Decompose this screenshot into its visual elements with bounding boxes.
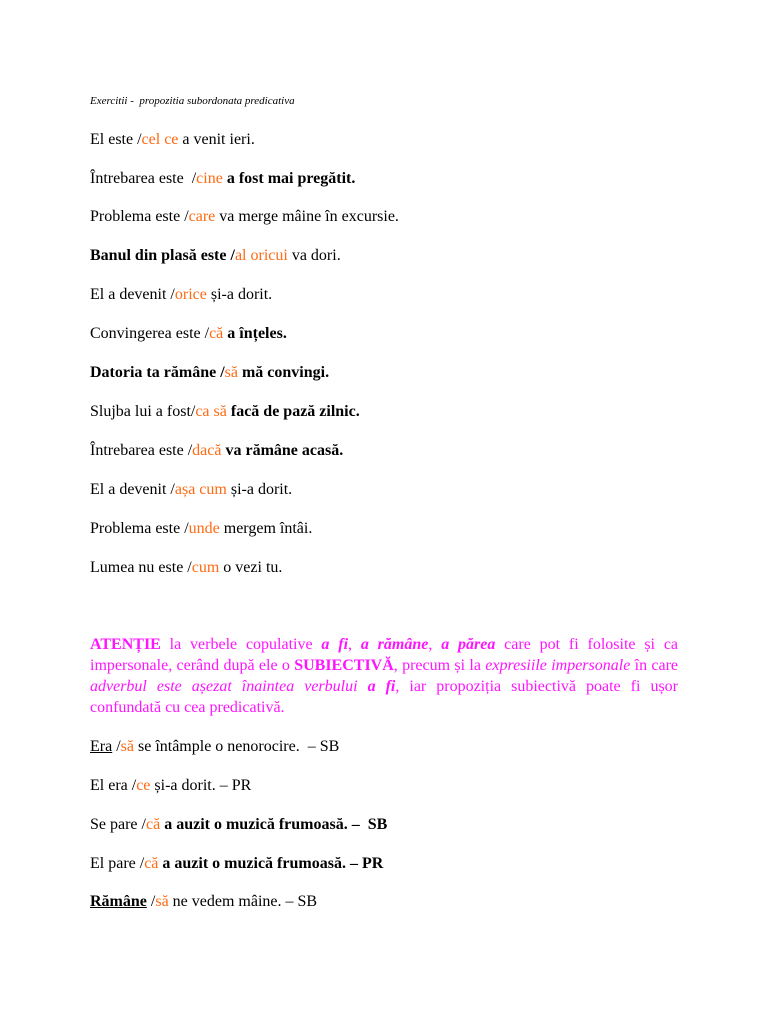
sentence-main: Datoria ta rămâne / (90, 364, 225, 381)
verb-underlined: Era (90, 738, 113, 755)
example-sentence (90, 480, 292, 500)
sentence-main: Se pare / (90, 816, 146, 833)
comparison-sentence (90, 892, 317, 912)
connector-word: să (155, 893, 169, 910)
example-sentence (90, 363, 329, 383)
comparison-sentence (90, 737, 339, 757)
example-sentence (90, 130, 255, 150)
connector-word: cine (196, 170, 223, 187)
connector-word: dacă (192, 442, 222, 459)
note-text: , (348, 636, 361, 653)
connector-word: că (209, 325, 224, 342)
example-sentence (90, 402, 360, 422)
example-sentence (90, 207, 399, 227)
connector-word: ca să (195, 403, 227, 420)
sentence-rest: facă de pază zilnic. (226, 403, 360, 420)
note-text: , (428, 636, 442, 653)
sentence-main: El a devenit / (90, 286, 175, 303)
connector-word: care (188, 208, 216, 225)
sentence-main: El pare / (90, 855, 145, 872)
attention-label: ATENȚIE (90, 636, 161, 653)
sentence-rest: a auzit o muzică frumoasă. – SB (160, 816, 388, 833)
example-sentence (90, 441, 343, 461)
connector-word: cel ce (141, 131, 179, 148)
example-sentence (90, 519, 312, 539)
sentence-main: / (112, 738, 121, 755)
subjective-term: SUBIECTIVĂ (294, 657, 394, 674)
connector-word: ce (136, 777, 151, 794)
sentence-rest: a venit ieri. (178, 131, 255, 148)
example-sentence (90, 285, 272, 305)
connector-word: orice (174, 286, 207, 303)
verb-term: a părea (441, 636, 496, 653)
note-text: în care (630, 657, 679, 674)
sentence-rest: și-a dorit. – PR (150, 777, 252, 794)
connector-word: să (120, 738, 134, 755)
note-text: , precum și la (393, 657, 486, 674)
note-text (358, 678, 368, 695)
sentence-rest: o vezi tu. (219, 559, 283, 576)
verb-term: a fi (321, 636, 349, 653)
sentence-main: Convingerea este / (90, 325, 210, 342)
sentence-main: El este / (90, 131, 142, 148)
connector-word: așa cum (174, 481, 227, 498)
sentence-main: Întrebarea este / (90, 170, 197, 187)
example-sentence (90, 324, 287, 344)
sentence-main: El a devenit / (90, 481, 175, 498)
attention-note (90, 634, 678, 718)
example-sentence (90, 558, 282, 578)
impersonal-term: expresiile impersonale (485, 657, 631, 674)
sentence-rest: va merge mâine în excursie. (215, 208, 399, 225)
note-text: care pot fi folosite și ca impersonale, cerând după ele o (90, 636, 679, 674)
sentence-rest: a auzit o muzică frumoasă. – PR (158, 855, 384, 872)
sentence-main: Slujba lui a fost/ (90, 403, 196, 420)
verb-term: a rămâne (360, 636, 429, 653)
sentence-rest: mă convingi. (237, 364, 330, 381)
sentence-rest: mergem întâi. (219, 520, 313, 537)
sentence-rest: va dori. (287, 247, 341, 264)
connector-word: unde (188, 520, 220, 537)
sentence-main: El era / (90, 777, 137, 794)
comparison-sentence (90, 815, 387, 835)
sentence-main: Problema este / (90, 520, 189, 537)
note-text: la verbele copulative (160, 636, 322, 653)
connector-word: al oricui (234, 247, 288, 264)
verb-underlined: Rămâne (90, 893, 147, 910)
connector-word: cum (191, 559, 220, 576)
sentence-rest: ne vedem mâine. – SB (168, 893, 318, 910)
sentence-rest: a fost mai pregătit. (222, 170, 356, 187)
sentence-main: Problema este / (90, 208, 189, 225)
sentence-main: Întrebarea este / (90, 442, 193, 459)
verb-term: a fi (367, 678, 396, 695)
connector-word: că (144, 855, 159, 872)
connector-word: să (224, 364, 238, 381)
sentence-main: / (146, 893, 156, 910)
sentence-rest: se întâmple o nenorocire. – SB (133, 738, 340, 755)
comparison-sentence (90, 854, 383, 874)
sentence-rest: a înțeles. (223, 325, 287, 342)
connector-word: că (145, 816, 161, 833)
sentence-rest: și-a dorit. (226, 481, 293, 498)
comparison-sentence (90, 776, 251, 796)
document-header: Exercitii - propozitia subordonata predicativa (90, 95, 295, 107)
example-sentence (90, 246, 341, 266)
adverb-term: adverbul este așezat înaintea verbului (90, 678, 358, 695)
sentence-main: Lumea nu este / (90, 559, 192, 576)
sentence-rest: și-a dorit. (206, 286, 273, 303)
example-sentence (90, 169, 355, 189)
note-text: , iar propoziția subiectivă poate fi ușor confundată cu cea predicativă. (90, 678, 679, 716)
sentence-main: Banul din plasă este / (90, 247, 235, 264)
sentence-rest: va rămâne acasă. (221, 442, 344, 459)
